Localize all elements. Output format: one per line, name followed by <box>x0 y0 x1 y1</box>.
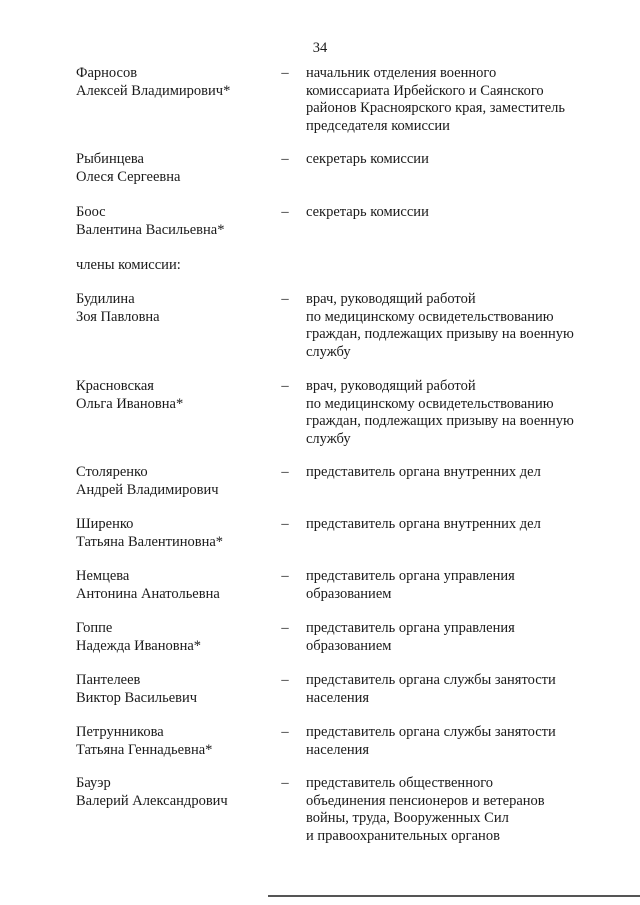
role-line: председателя комиссии <box>306 117 450 134</box>
member-role <box>306 151 606 169</box>
member-name <box>76 620 276 655</box>
role-line: объединения пенсионеров и ветеранов <box>306 792 545 809</box>
role-line: образованием <box>306 637 392 654</box>
member-given-names: Надежда Ивановна* <box>76 637 202 654</box>
role-line: представитель органа внутренних дел <box>306 516 541 532</box>
member-surname: Петрунникова <box>76 724 164 740</box>
dash: – <box>281 672 289 688</box>
member-surname: Гоппе <box>76 620 113 636</box>
member-given-names: Татьяна Валентиновна* <box>76 533 224 550</box>
role-line: войны, труда, Вооруженных Сил <box>306 810 509 826</box>
member-name <box>76 204 276 239</box>
dash: – <box>281 775 289 791</box>
member-name <box>76 291 276 326</box>
role-line: представитель общественного <box>306 775 494 791</box>
role-line: представитель органа управления <box>306 620 515 636</box>
page-number: 34 <box>312 40 328 56</box>
footer-rule <box>268 895 640 897</box>
member-given-names: Антонина Анатольевна <box>76 585 220 602</box>
role-line: представитель органа службы занятости <box>306 724 556 740</box>
member-role <box>306 65 606 135</box>
role-line: и правоохранительных органов <box>306 827 500 844</box>
member-surname: Боос <box>76 204 106 220</box>
role-line: комиссариата Ирбейского и Саянского <box>306 82 544 99</box>
member-given-names: Зоя Павловна <box>76 308 160 325</box>
member-surname: Немцева <box>76 568 130 584</box>
member-role <box>306 378 606 448</box>
member-given-names: Виктор Васильевич <box>76 689 198 706</box>
role-line: секретарь комиссии <box>306 151 429 167</box>
member-name <box>76 516 276 551</box>
role-line: граждан, подлежащих призыву на военную <box>306 413 574 429</box>
role-line: представитель органа внутренних дел <box>306 464 541 480</box>
role-line: представитель органа службы занятости <box>306 672 556 688</box>
dash: – <box>281 65 289 81</box>
role-line: районов Красноярского края, заместитель <box>306 100 566 116</box>
member-given-names: Валентина Васильевна* <box>76 221 225 238</box>
member-role <box>306 620 606 655</box>
member-surname: Фарносов <box>76 65 138 81</box>
member-given-names: Алексей Владимирович* <box>76 82 231 99</box>
dash: – <box>281 464 289 480</box>
dash: – <box>281 204 289 220</box>
role-line: образованием <box>306 585 392 602</box>
role-line: врач, руководящий работой <box>306 378 476 394</box>
member-role <box>306 672 606 707</box>
member-role <box>306 464 606 482</box>
role-line: граждан, подлежащих призыву на военную <box>306 326 574 342</box>
member-role <box>306 775 606 845</box>
role-line: начальник отделения военного <box>306 65 497 81</box>
dash: – <box>281 724 289 740</box>
member-given-names: Андрей Владимирович <box>76 481 219 498</box>
member-surname: Бауэр <box>76 775 111 791</box>
member-given-names: Валерий Александрович <box>76 792 228 809</box>
member-role <box>306 204 606 222</box>
member-surname: Красновская <box>76 378 154 394</box>
role-line: врач, руководящий работой <box>306 291 476 307</box>
dash: – <box>281 620 289 636</box>
member-name <box>76 151 276 186</box>
member-name <box>76 568 276 603</box>
role-line: по медицинскому освидетельствованию <box>306 308 554 325</box>
member-surname: Рыбинцева <box>76 151 144 167</box>
role-line: населения <box>306 741 370 758</box>
role-line: по медицинскому освидетельствованию <box>306 395 554 412</box>
member-role <box>306 516 606 534</box>
dash: – <box>281 516 289 532</box>
members-heading: члены комиссии: <box>76 257 181 273</box>
dash: – <box>281 378 289 394</box>
member-surname: Будилина <box>76 291 135 307</box>
member-role <box>306 724 606 759</box>
role-line: службу <box>306 430 351 447</box>
member-surname: Пантелеев <box>76 672 141 688</box>
role-line: секретарь комиссии <box>306 204 429 220</box>
member-name <box>76 672 276 707</box>
member-given-names: Татьяна Геннадьевна* <box>76 741 213 758</box>
role-line: населения <box>306 689 370 706</box>
member-surname: Ширенко <box>76 516 134 532</box>
member-name <box>76 65 276 100</box>
member-role <box>306 568 606 603</box>
member-name <box>76 775 276 810</box>
role-line: представитель органа управления <box>306 568 515 584</box>
member-surname: Столяренко <box>76 464 148 480</box>
member-given-names: Ольга Ивановна* <box>76 395 184 412</box>
dash: – <box>281 291 289 307</box>
member-name <box>76 464 276 499</box>
member-name <box>76 724 276 759</box>
member-role <box>306 291 606 361</box>
member-name <box>76 378 276 413</box>
dash: – <box>281 568 289 584</box>
member-given-names: Олеся Сергеевна <box>76 168 181 185</box>
role-line: службу <box>306 343 351 360</box>
dash: – <box>281 151 289 167</box>
